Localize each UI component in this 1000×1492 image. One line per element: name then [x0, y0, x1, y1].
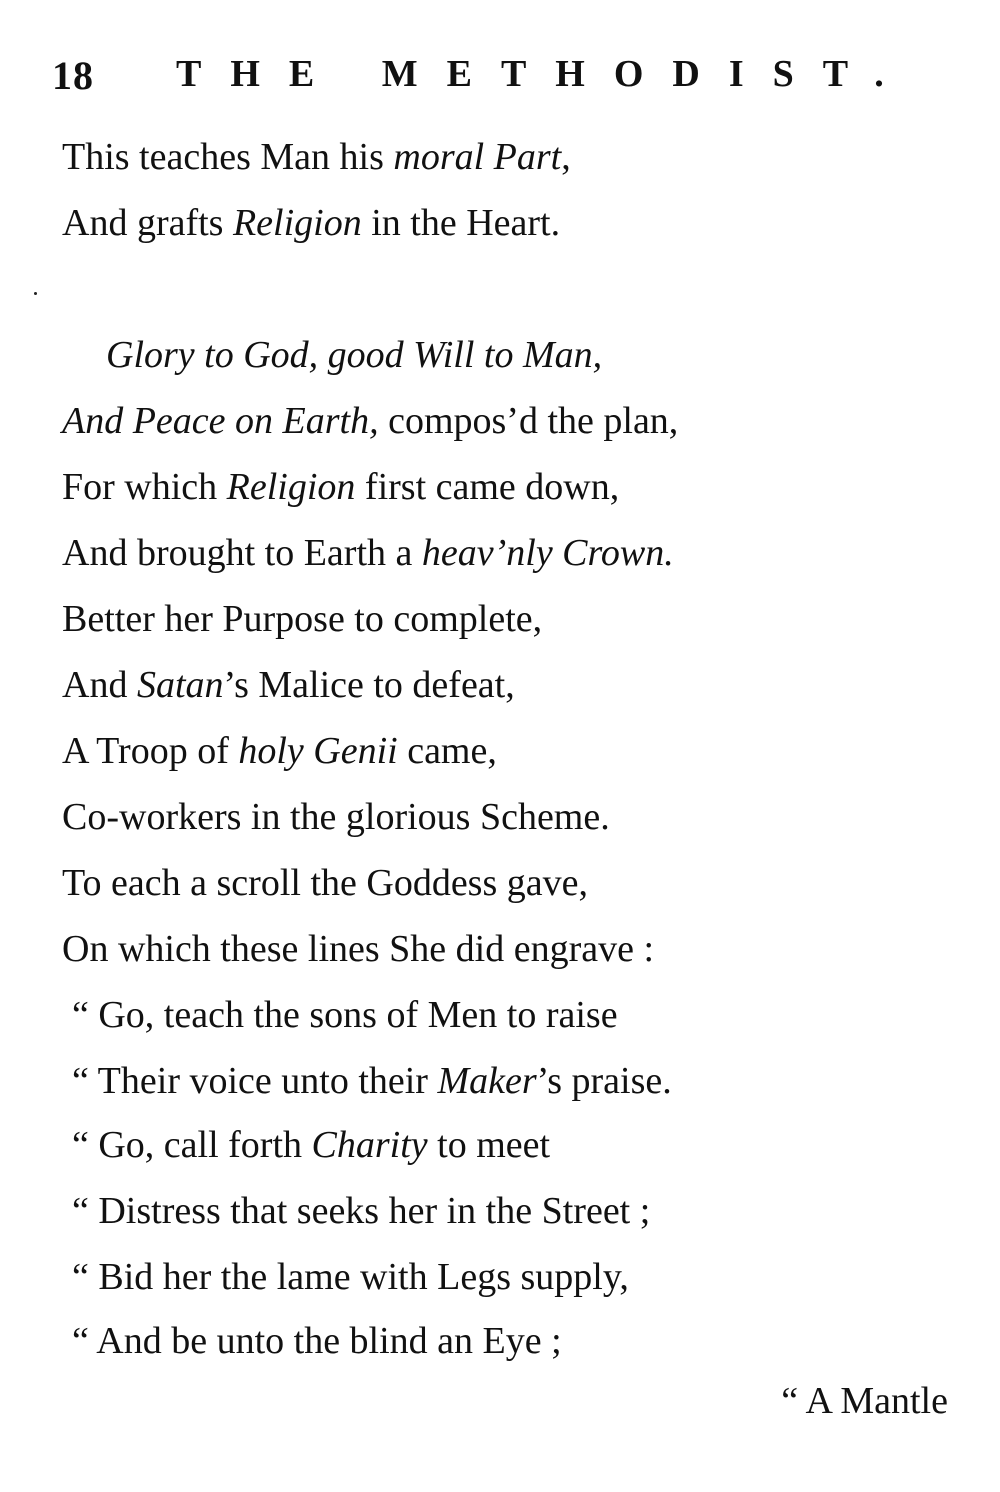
verse-text: in the Heart.: [361, 202, 561, 244]
verse-text: ’s Malice to defeat,: [223, 664, 515, 706]
verse-text-italic: heav’nly Crown.: [421, 532, 674, 574]
page-header: [52, 52, 913, 102]
verse-line: [62, 464, 619, 510]
verse-text-italic: Glory to God, good Will to Man,: [106, 334, 603, 376]
page-number: 18: [52, 53, 94, 98]
verse-text: To each a scroll the Goddess gave,: [62, 862, 588, 904]
verse-text-italic: And Peace on Earth,: [62, 400, 379, 442]
verse-text: “ Go, teach the sons of Men to raise: [72, 994, 618, 1036]
verse-line: [72, 992, 618, 1038]
verse-text: compos’d the plan,: [378, 400, 679, 442]
verse-line: [62, 860, 588, 906]
verse-text-italic: moral Part: [393, 136, 562, 178]
verse-text: This teaches Man his: [62, 136, 394, 178]
verse-line: [62, 662, 515, 708]
verse-text: For which: [62, 466, 227, 508]
verse-line: [62, 398, 678, 444]
verse-line: [72, 1188, 650, 1234]
verse-text-italic: Maker: [437, 1060, 537, 1102]
verse-text: came,: [397, 730, 497, 772]
verse-text: “ Distress that seeks her in the Street ;: [72, 1190, 651, 1232]
verse-text: “ Bid her the lame with Legs supply,: [72, 1256, 629, 1298]
verse-text: ’s praise.: [536, 1060, 672, 1102]
verse-line: [106, 332, 602, 378]
verse-text-italic: Religion: [232, 202, 362, 244]
catchword: “ A Mantle: [781, 1380, 948, 1422]
verse-text: And brought to Earth a: [62, 532, 422, 574]
verse-line: [62, 596, 542, 642]
verse-text: A Troop of: [62, 730, 239, 772]
verse-line: [62, 134, 571, 180]
running-title: THE METHODIST.: [176, 53, 913, 95]
verse-line: [72, 1318, 562, 1364]
verse-text: “ And be unto the blind an Eye ;: [72, 1320, 562, 1362]
verse-line: [62, 794, 610, 840]
verse-line: [62, 530, 674, 576]
verse-text: And: [62, 664, 137, 706]
verse-text-italic: holy Genii: [238, 730, 398, 772]
verse-text: Better her Purpose to complete,: [62, 598, 543, 640]
verse-text-italic: Satan: [136, 664, 224, 706]
verse-line: [62, 728, 497, 774]
verse-text: Co-workers in the glorious Scheme.: [62, 796, 610, 838]
verse-text: And grafts: [62, 202, 233, 244]
verse-text: “ Go, call forth: [72, 1124, 312, 1166]
verse-line: [72, 1254, 629, 1300]
verse-line: [72, 1058, 672, 1104]
verse-line: [62, 926, 654, 972]
verse-text: On which these lines She did engrave :: [62, 928, 655, 970]
verse-text-italic: Charity: [311, 1124, 428, 1166]
verse-line: [62, 200, 560, 246]
verse-line: [72, 1122, 550, 1168]
verse-text-italic: Religion: [226, 466, 356, 508]
verse-text: to meet: [427, 1124, 551, 1166]
verse-text: ,: [561, 136, 571, 178]
verse-text: first came down,: [355, 466, 620, 508]
ink-speck: [34, 292, 37, 295]
verse-text: “ Their voice unto their: [72, 1060, 438, 1102]
